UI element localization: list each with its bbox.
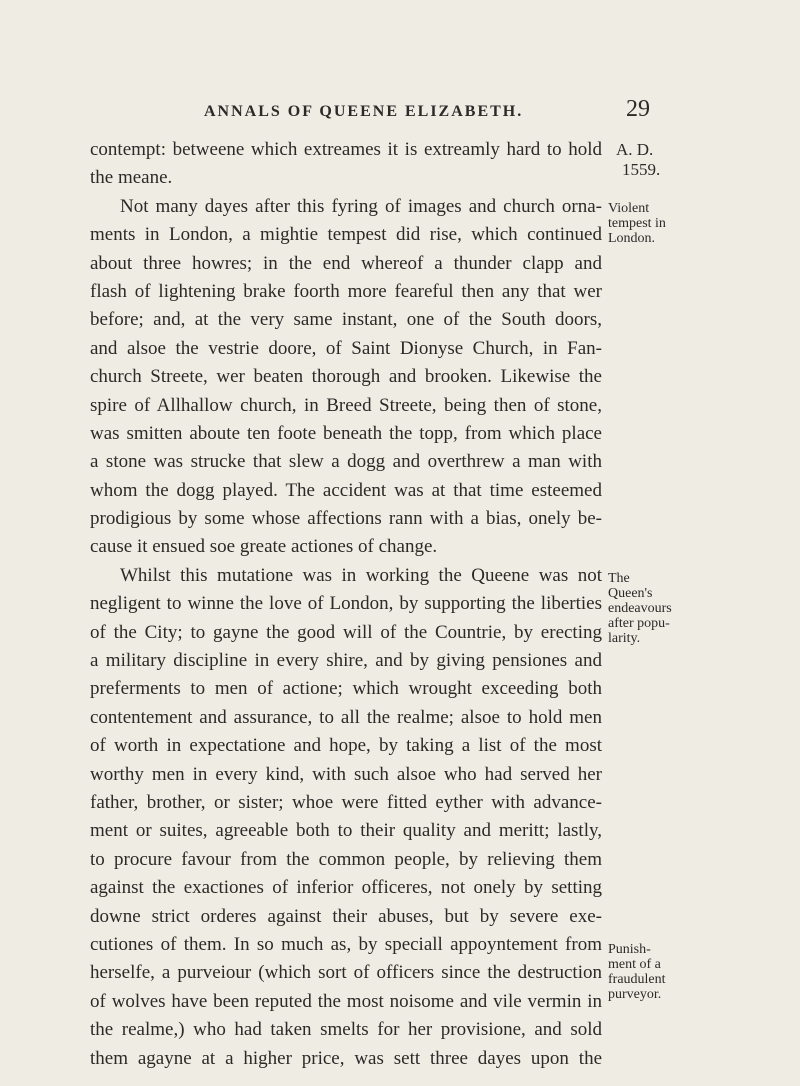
text-line: of the City; to gayne the good will of the Countrie, by erecting bbox=[90, 621, 602, 643]
text-line: to procure favour from the common people, by relieving them bbox=[90, 848, 602, 870]
text-line: Not many dayes after this fyring of images and church orna- bbox=[120, 195, 602, 217]
text-line: them agayne at a higher price, was sett three dayes upon the bbox=[90, 1047, 602, 1069]
margin-line: A. D. bbox=[616, 140, 654, 159]
text-line: about three howres; in the end whereof a thunder clapp and bbox=[90, 252, 602, 274]
text-line: whom the dogg played. The accident was at that time esteemed bbox=[90, 479, 602, 501]
text-line: downe strict orderes against their abuses, but by severe exe- bbox=[90, 905, 602, 927]
text-line: of wolves have been reputed the most noisome and vile vermin in bbox=[90, 990, 602, 1012]
margin-line: larity. bbox=[608, 631, 641, 646]
text-line: contempt: betweene which extreames it is extreamly hard to hold bbox=[90, 139, 602, 160]
margin-line: after popu- bbox=[608, 616, 670, 631]
text-line: before; and, at the very same instant, one of the South doors, bbox=[90, 309, 602, 331]
text-line: of worth in expectatione and hope, by taking a list of the most bbox=[90, 735, 602, 757]
margin-line: 1559. bbox=[622, 160, 661, 179]
margin-note-tempest bbox=[608, 201, 778, 246]
margin-line: London. bbox=[608, 231, 656, 246]
text-line: was smitten aboute ten foote beneath the topp, from which place bbox=[90, 422, 602, 444]
text-line: a military discipline in every shire, and by giving pensiones and bbox=[90, 650, 602, 672]
margin-note-year bbox=[616, 140, 786, 180]
text-line: and alsoe the vestrie doore, of Saint Dionyse Church, in Fan- bbox=[90, 337, 602, 359]
margin-line: tempest in bbox=[608, 216, 666, 231]
text-line: the meane. bbox=[90, 167, 173, 189]
running-title: ANNALS OF QUEENE ELIZABETH. bbox=[204, 103, 524, 120]
margin-line: Violent bbox=[608, 201, 650, 216]
margin-note-endeavours bbox=[608, 571, 778, 646]
text-line: father, brother, or sister; whoe were fitted eyther with advance- bbox=[90, 791, 602, 813]
text-line: negligent to winne the love of London, by supporting the liberties bbox=[90, 593, 602, 615]
margin-line: fraudulent bbox=[608, 972, 666, 987]
page-number: 29 bbox=[626, 96, 650, 122]
margin-line: The bbox=[608, 571, 630, 586]
margin-note-purveyor bbox=[608, 942, 778, 1002]
text-line: herselfe, a purveiour (which sort of officers since the destruction bbox=[90, 962, 602, 984]
text-line: church Streete, wer beaten thorough and brooken. Likewise the bbox=[90, 366, 602, 388]
text-line: prodigious by some whose affections rann with a bias, onely be- bbox=[90, 508, 602, 530]
margin-line: endeavours bbox=[608, 601, 672, 616]
text-line: ments in London, a mightie tempest did rise, which continued bbox=[90, 224, 602, 246]
text-line: spire of Allhallow church, in Breed Streete, being then of stone, bbox=[90, 394, 602, 416]
text-line: preferments to men of actione; which wrought exceeding both bbox=[90, 678, 602, 700]
text-line: the realme,) who had taken smelts for her provisione, and sold bbox=[90, 1019, 602, 1041]
text-line: contentement and assurance, to all the realme; alsoe to hold men bbox=[90, 706, 602, 728]
text-line: against the exactiones of inferior officeres, not onely by setting bbox=[90, 877, 602, 899]
text-line: flash of lightening brake foorth more feareful then any that wer bbox=[90, 280, 602, 302]
text-line: cutiones of them. In so much as, by speciall appoyntement from bbox=[90, 933, 602, 955]
margin-line: purveyor. bbox=[608, 987, 662, 1002]
text-line: cause it ensued soe greate actiones of change. bbox=[90, 536, 438, 558]
text-line: ment or suites, agreeable both to their quality and meritt; lastly, bbox=[90, 820, 602, 842]
body-text bbox=[90, 136, 602, 1073]
margin-line: Queen's bbox=[608, 586, 653, 601]
margin-line: ment of a bbox=[608, 957, 661, 972]
margin-line: Punish- bbox=[608, 942, 651, 957]
text-line: worthy men in every kind, with such alsoe who had served her bbox=[90, 763, 602, 785]
text-line: Whilst this mutatione was in working the Queene was not bbox=[120, 564, 602, 586]
text-line: a stone was strucke that slew a dogg and overthrew a man with bbox=[90, 451, 602, 473]
page-header bbox=[0, 95, 800, 131]
